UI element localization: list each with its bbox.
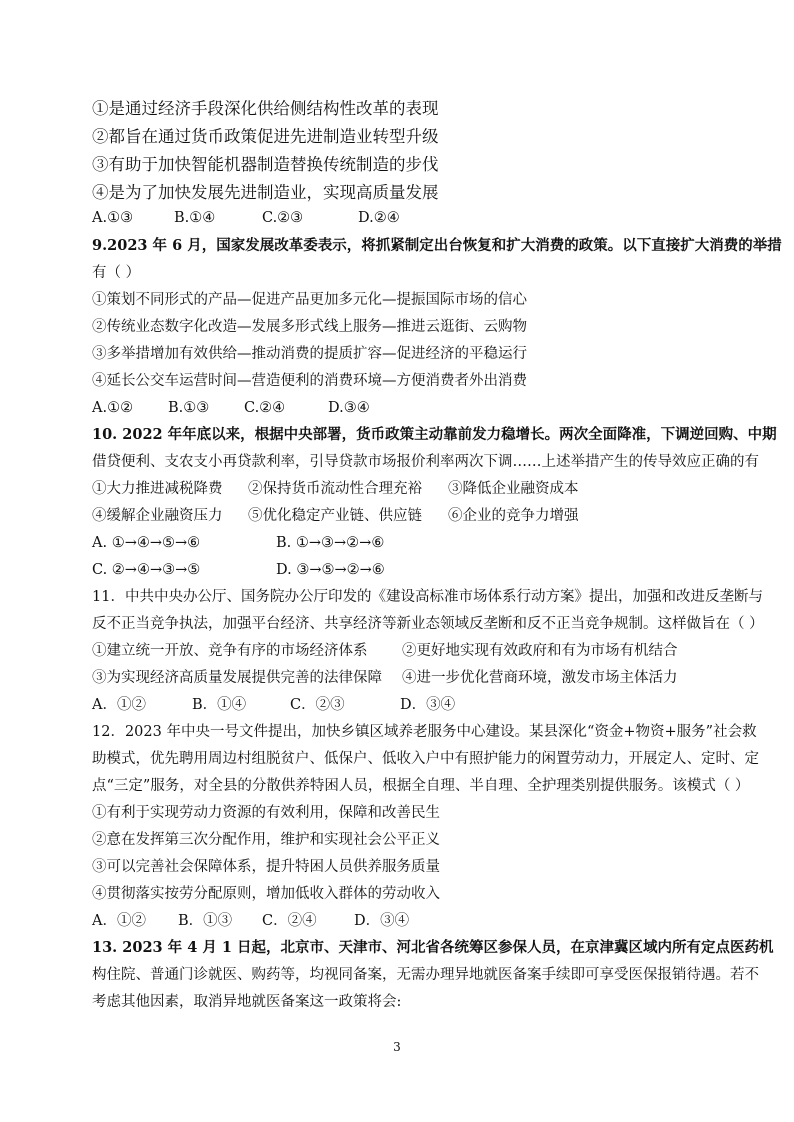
q9-option-b: B.①③ xyxy=(168,400,210,416)
q10-option-a: A. ①→④→⑤→⑥ xyxy=(92,535,201,551)
q9-statement-3: ③多举措增加有效供给—推动消费的提质扩容—促进经济的平稳运行 xyxy=(92,346,527,362)
q10-item-3: ③降低企业融资成本 xyxy=(448,481,579,497)
q10-stem-line-1: 10. 2022 年年底以来，根据中央部署，货币政策主动靠前发力稳增长。两次全面降准，下调逆回购、中期 xyxy=(92,426,777,443)
q11-stem-line-1: 11．中共中央办公厅、国务院办公厅印发的《建设高标准市场体系行动方案》提出，加强和改进反垄断与 xyxy=(92,589,763,605)
q13-stem-line-1: 13. 2023 年 4 月 1 日起，北京市、天津市、河北省各统筹区参保人员，在京津冀区域内所有定点医药机 xyxy=(92,939,774,956)
q9-statement-2: ②传统业态数字化改造—发展多形式线上服务—推进云逛街、云购物 xyxy=(92,319,527,335)
q12-statement-4: ④贯彻落实按劳分配原则，增加低收入群体的劳动收入 xyxy=(92,886,440,902)
q10-item-1: ①大力推进减税降费 xyxy=(92,481,223,497)
q9-option-a: A.①② xyxy=(92,400,134,416)
q9-option-d: D.③④ xyxy=(328,400,370,416)
q10-item-4: ④缓解企业融资压力 xyxy=(92,508,223,524)
q13-stem-line-2: 构住院、普通门诊就医、购药等，均视同备案，无需办理异地就医备案手续即可享受医保报销待遇。若不 xyxy=(92,967,759,983)
q12-option-d: D．③④ xyxy=(354,913,410,929)
q8-option-b: B.①④ xyxy=(174,210,216,226)
q8-statement-2: ②都旨在通过货币政策促进先进制造业转型升级 xyxy=(92,127,439,146)
q10-item-6: ⑥企业的竞争力增强 xyxy=(448,508,579,524)
q12-option-c: C．②④ xyxy=(262,913,317,929)
q9-option-c: C.②④ xyxy=(244,400,286,416)
q12-statement-3: ③可以完善社会保障体系，提升特困人员供养服务质量 xyxy=(92,859,440,875)
q9-statement-1: ①策划不同形式的产品—促进产品更加多元化—提振国际市场的信心 xyxy=(92,292,527,308)
q12-statement-1: ①有利于实现劳动力资源的有效利用，保障和改善民生 xyxy=(92,805,440,821)
q12-stem-line-1: 12．2023 年中央一号文件提出，加快乡镇区域养老服务中心建设。某县深化“资金+物资+服务”社会救 xyxy=(92,724,757,740)
q10-item-2: ②保持货币流动性合理充裕 xyxy=(248,481,422,497)
q11-option-a: A．①② xyxy=(92,697,146,713)
q10-item-5: ⑤优化稳定产业链、供应链 xyxy=(248,508,422,524)
q12-statement-2: ②意在发挥第三次分配作用，维护和实现社会公平正义 xyxy=(92,832,440,848)
q8-statement-1: ①是通过经济手段深化供给侧结构性改革的表现 xyxy=(92,99,439,118)
q11-item-1: ①建立统一开放、竞争有序的市场经济体系 xyxy=(92,643,368,659)
q11-item-2: ②更好地实现有效政府和有为市场有机结合 xyxy=(402,643,678,659)
q9-stem-line-1: 9.2023 年 6 月，国家发展改革委表示，将抓紧制定出台恢复和扩大消费的政策。以下直接扩大消费的举措 xyxy=(92,237,782,254)
q10-option-b: B. ①→③→②→⑥ xyxy=(276,535,385,551)
q10-option-d: D. ③→⑤→②→⑥ xyxy=(276,562,385,578)
q10-stem-line-2: 借贷便利、支农支小再贷款利率，引导贷款市场报价利率两次下调……上述举措产生的传导效应正确的有 xyxy=(92,454,759,470)
q10-option-c: C. ②→④→③→⑤ xyxy=(92,562,201,578)
q8-option-d: D.②④ xyxy=(358,210,400,226)
q11-option-c: C．②③ xyxy=(290,697,345,713)
q12-option-a: A．①② xyxy=(92,913,146,929)
q9-statement-4: ④延长公交车运营时间—营造便利的消费环境—方便消费者外出消费 xyxy=(92,373,527,389)
q11-stem-line-2: 反不正当竞争执法，加强平台经济、共享经济等新业态领域反垄断和反不正当竞争规制。这样做旨在（ ） xyxy=(92,616,764,632)
q8-option-c: C.②③ xyxy=(262,210,304,226)
q9-stem-line-2: 有（ ） xyxy=(92,265,141,281)
q8-option-a: A.①③ xyxy=(92,210,134,226)
q11-option-d: D．③④ xyxy=(400,697,456,713)
q12-option-b: B．①③ xyxy=(178,913,233,929)
page-number: 3 xyxy=(393,1040,401,1054)
q12-stem-line-2: 助模式，优先聘用周边村组脱贫户、低保户、低收入户中有照护能力的闲置劳动力，开展定人、定时、定 xyxy=(92,751,759,767)
q8-statement-4: ④是为了加快发展先进制造业，实现高质量发展 xyxy=(92,183,439,202)
q13-stem-line-3: 考虑其他因素，取消异地就医备案这一政策将会: xyxy=(92,994,402,1010)
q11-item-3: ③为实现经济高质量发展提供完善的法律保障 xyxy=(92,670,382,686)
q11-option-b: B．①④ xyxy=(192,697,247,713)
q11-item-4: ④进一步优化营商环境，激发市场主体活力 xyxy=(402,670,678,686)
q8-statement-3: ③有助于加快智能机器制造替换传统制造的步伐 xyxy=(92,155,439,174)
q12-stem-line-3: 点“三定”服务，对全县的分散供养特困人员，根据全自理、半自理、全护理类别提供服务。该模式（ ） xyxy=(92,778,750,794)
